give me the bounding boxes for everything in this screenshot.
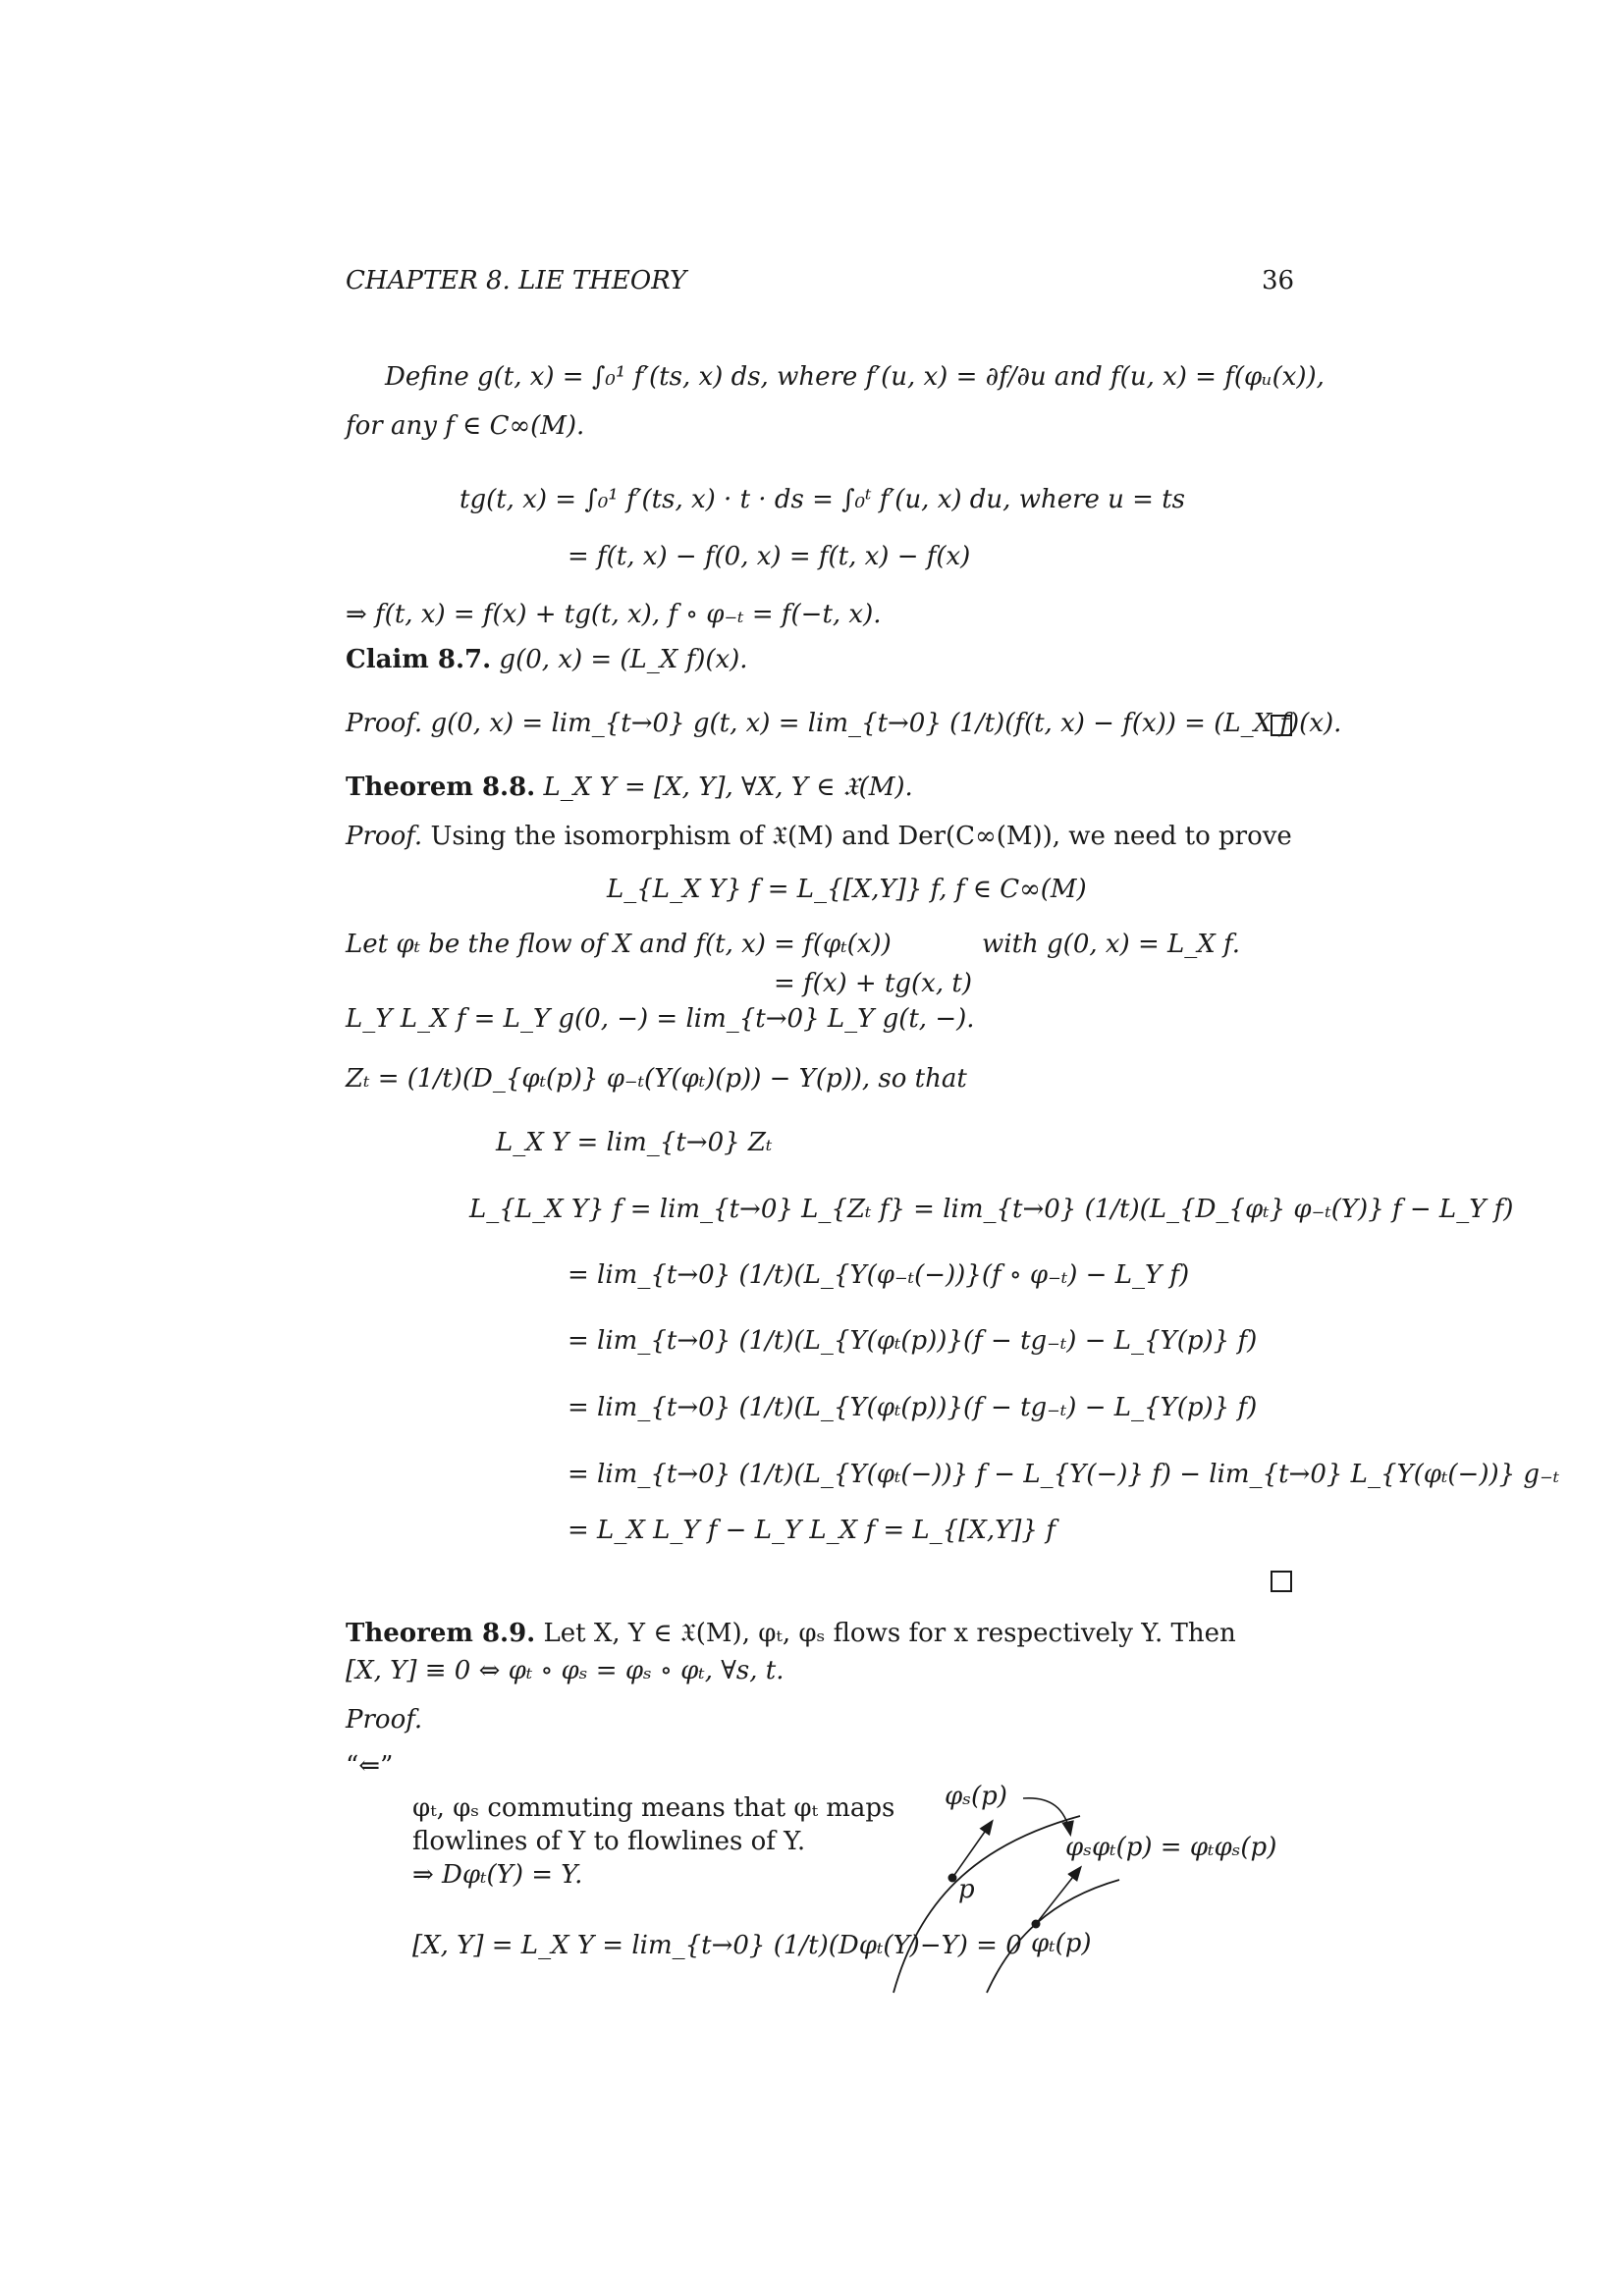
ly-line: L_Y L_X f = L_Y g(0, −) = lim_{t→0} L_Y g(t, −).	[346, 1004, 975, 1034]
display-equation: L_{L_X Y} f = L_{[X,Y]} f, f ∈ C∞(M)	[607, 875, 1087, 904]
label-phis-p: φₛ(p)	[945, 1782, 1007, 1811]
theorem-text: Let X, Y ∈ 𝔛(M), φₜ, φₛ flows for x respectively Y. Then	[543, 1619, 1236, 1648]
claim-label: Claim 8.7.	[346, 645, 492, 674]
tg-equation-2: = f(t, x) − f(0, x) = f(t, x) − f(x)	[568, 542, 971, 571]
proof-text: φₜ, φₛ commuting means that φₜ maps	[412, 1793, 895, 1823]
zt-line: Zₜ = (1/t)(D_{φₜ(p)} φ₋ₜ(Y(φₜ)(p)) − Y(p)), so that	[346, 1064, 967, 1094]
flow-condition: with g(0, x) = L_X f.	[982, 930, 1241, 959]
claim-proof-text: g(0, x) = lim_{t→0} g(t, x) = lim_{t→0} (1/t)(f(t, x) − f(x)) = (L_X f)(x).	[430, 709, 1342, 738]
theorem-label: Theorem 8.8.	[346, 773, 536, 802]
flow-line: Let φₜ be the flow of X and f(t, x) = f(φₜ(x))	[346, 930, 892, 959]
implication-line: ⇒ f(t, x) = f(x) + tg(t, x), f ∘ φ₋ₜ = f(−t, x).	[346, 600, 882, 629]
theorem-label: Theorem 8.9.	[346, 1619, 536, 1648]
equation-line: L_{L_X Y} f = lim_{t→0} L_{Zₜ f} = lim_{t→0} (1/t)(L_{D_{φₜ} φ₋ₜ(Y)} f − L_Y f)	[469, 1195, 1514, 1224]
proof-text: flowlines of Y to flowlines of Y.	[412, 1827, 806, 1856]
tangent-arrow-phit-p	[1036, 1868, 1080, 1924]
theorem-text: L_X Y = [X, Y], ∀X, Y ∈ 𝔛(M).	[543, 773, 913, 802]
proof-direction: “⇐”	[346, 1751, 394, 1781]
tangent-arrow-p	[952, 1822, 992, 1878]
proof-label: Proof.	[346, 1705, 423, 1735]
label-phit-p: φₜ(p)	[1031, 1929, 1092, 1958]
label-p: p	[958, 1875, 975, 1904]
equation-line: = lim_{t→0} (1/t)(L_{Y(φₜ(p))}(f − tg₋ₜ) − L_{Y(p)} f)	[568, 1393, 1258, 1422]
label-commute: φₛφₜ(p) = φₜφₛ(p)	[1065, 1833, 1277, 1862]
proof-text: ⇒ Dφₜ(Y) = Y.	[412, 1860, 583, 1890]
equation-line: = L_X L_Y f − L_Y L_X f = L_{[X,Y]} f	[568, 1516, 1056, 1545]
proof-text: [X, Y] = L_X Y = lim_{t→0} (1/t)(Dφₜ(Y)−Y) = 0	[412, 1931, 1022, 1960]
tg-equation: tg(t, x) = ∫₀¹ f′(ts, x) · t · ds = ∫₀ᵗ f′(u, x) du, where u = ts	[460, 485, 1186, 514]
equation-line: = lim_{t→0} (1/t)(L_{Y(φₜ(−))} f − L_{Y(−)} f) − lim_{t→0} L_{Y(φₜ(−))} g₋ₜ	[568, 1460, 1560, 1489]
define-line-2: for any f ∈ C∞(M).	[346, 411, 585, 441]
flow-line-2: = f(x) + tg(x, t)	[774, 969, 972, 998]
mapping-arrow	[1023, 1798, 1070, 1834]
equation-line: = lim_{t→0} (1/t)(L_{Y(φ₋ₜ(−))}(f ∘ φ₋ₜ) − L_Y f)	[568, 1260, 1190, 1290]
equation-line: = lim_{t→0} (1/t)(L_{Y(φₜ(p))}(f − tg₋ₜ) − L_{Y(p)} f)	[568, 1326, 1258, 1356]
page-number: 36	[1262, 266, 1295, 295]
proof-intro-text: Using the isomorphism of 𝔛(M) and Der(C∞(M)), we need to prove	[430, 822, 1292, 851]
claim-text: g(0, x) = (L_X f)(x).	[499, 645, 748, 674]
theorem-text-2: [X, Y] ≡ 0 ⇔ φₜ ∘ φₛ = φₛ ∘ φₜ, ∀s, t.	[346, 1656, 785, 1685]
proof-label: Proof.	[346, 822, 423, 851]
running-header: CHAPTER 8. LIE THEORY	[346, 266, 687, 295]
proof-label: Proof.	[346, 709, 423, 738]
equation-line: L_X Y = lim_{t→0} Zₜ	[496, 1128, 773, 1157]
define-line: Define g(t, x) = ∫₀¹ f′(ts, x) ds, where f′(u, x) = ∂f/∂u and f(u, x) = f(φᵤ(x)),	[385, 362, 1325, 392]
